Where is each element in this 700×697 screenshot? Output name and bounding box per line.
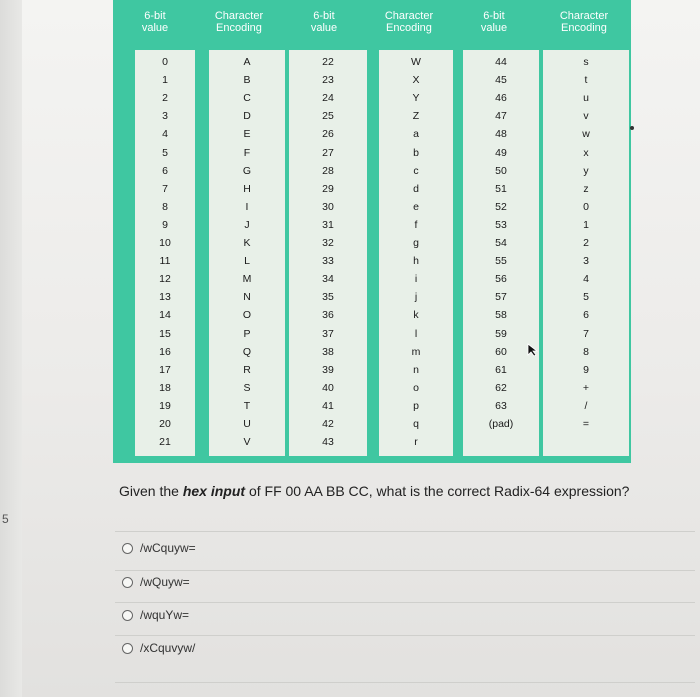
- table-cell: V: [243, 436, 251, 449]
- column-header: Character Encoding: [559, 10, 609, 34]
- table-cell: 59: [495, 327, 507, 340]
- table-cell: 43: [322, 436, 334, 449]
- table-cell: 18: [159, 381, 171, 394]
- question-text: Given the hex input of FF 00 AA BB CC, what is the correct Radix-64 expression?: [119, 483, 630, 499]
- option-3[interactable]: [122, 608, 189, 622]
- table-cell: T: [243, 399, 251, 412]
- table-cell: 29: [322, 182, 334, 195]
- table-cell: 51: [495, 182, 507, 195]
- table-cell: b: [413, 146, 419, 159]
- table-cell: 23: [322, 74, 334, 87]
- table-cell: X: [412, 74, 420, 87]
- table-cell: 19: [159, 399, 171, 412]
- table-cell: B: [243, 74, 251, 87]
- table-cell: v: [583, 110, 589, 123]
- table-cell: 36: [322, 309, 334, 322]
- table-cell: 4: [162, 128, 168, 141]
- table-cell: 63: [495, 399, 507, 412]
- table-cell: x: [583, 146, 589, 159]
- table-cell: 61: [495, 363, 507, 376]
- table-cell: 33: [322, 255, 334, 268]
- table-cell: L: [244, 255, 250, 268]
- table-cell: i: [414, 273, 418, 286]
- table-cell: a: [413, 128, 419, 141]
- table-cell: 52: [495, 200, 507, 213]
- table-cell: e: [413, 200, 419, 213]
- table-cell: k: [413, 309, 419, 322]
- table-cell: y: [583, 164, 589, 177]
- table-cell: C: [243, 92, 251, 105]
- table-cell: /: [584, 399, 588, 412]
- table-cell: z: [583, 182, 589, 195]
- table-cell: =: [582, 418, 590, 430]
- option-label: /xCquvyw/: [140, 641, 196, 655]
- table-cell: 15: [159, 327, 171, 340]
- table-cell: 7: [583, 327, 589, 340]
- table-cell: 6: [162, 164, 168, 177]
- table-cell: 17: [159, 363, 171, 376]
- table-cell: S: [243, 381, 251, 394]
- table-cell: K: [243, 237, 251, 249]
- table-cell: 42: [322, 418, 334, 430]
- table-cell: P: [243, 327, 251, 340]
- table-cell: +: [582, 381, 590, 394]
- table-cell: 9: [162, 218, 168, 231]
- table-cell: 5: [583, 291, 589, 304]
- table-cell: 39: [322, 363, 334, 376]
- option-2[interactable]: [122, 575, 190, 589]
- column-header: Character Encoding: [214, 10, 264, 34]
- table-cell: 30: [322, 200, 334, 213]
- table-cell: 31: [322, 218, 334, 231]
- left-edge: [0, 0, 22, 697]
- table-cell: 2: [162, 92, 168, 105]
- table-cell: 14: [159, 309, 171, 322]
- table-cell: U: [243, 418, 251, 430]
- table-cell: g: [413, 237, 419, 249]
- table-cell: 1: [162, 74, 168, 87]
- table-cell: d: [413, 182, 419, 195]
- table-cell: 49: [495, 146, 507, 159]
- table-cell: 47: [495, 110, 507, 123]
- table-cell: r: [414, 436, 418, 449]
- table-cell: 28: [322, 164, 334, 177]
- table-cell: 26: [322, 128, 334, 141]
- table-cell: Q: [242, 345, 252, 358]
- table-cell: w: [582, 128, 590, 141]
- table-cell: 27: [322, 146, 334, 159]
- column-header: 6-bit value: [480, 10, 508, 34]
- radio-icon[interactable]: [122, 643, 133, 654]
- table-cell: t: [584, 74, 588, 87]
- edge-mark: 5: [2, 512, 9, 526]
- table-cell: H: [243, 182, 251, 195]
- table-cell: 46: [495, 92, 507, 105]
- divider: [115, 531, 695, 532]
- table-cell: D: [243, 110, 251, 123]
- option-4[interactable]: [122, 641, 195, 655]
- table-cell: c: [413, 164, 419, 177]
- table-cell: 56: [495, 273, 507, 286]
- radio-icon[interactable]: [122, 577, 133, 588]
- table-cell: I: [245, 200, 249, 213]
- table-cell: 0: [162, 56, 168, 68]
- table-cell: 62: [495, 381, 507, 394]
- table-cell: 3: [162, 110, 168, 123]
- table-cell: 1: [583, 218, 589, 231]
- table-cell: 40: [322, 381, 334, 394]
- table-cell: 12: [159, 273, 171, 286]
- table-cell: N: [243, 291, 251, 304]
- option-1[interactable]: [122, 541, 196, 555]
- table-cell: 60: [495, 345, 507, 358]
- option-label: /wCquyw=: [140, 541, 196, 555]
- column-header: 6-bit value: [141, 10, 169, 34]
- table-cell: 21: [159, 436, 171, 449]
- table-cell: Y: [412, 92, 420, 105]
- table-cell: q: [413, 418, 419, 430]
- radio-icon[interactable]: [122, 543, 133, 554]
- option-label: /wQuyw=: [140, 575, 190, 589]
- table-cell: 13: [159, 291, 171, 304]
- divider: [115, 682, 695, 683]
- divider: [115, 602, 695, 603]
- table-cell: m: [411, 345, 421, 358]
- table-cell: 16: [159, 345, 171, 358]
- table-cell: 3: [583, 255, 589, 268]
- table-cell: 55: [495, 255, 507, 268]
- table-cell: h: [413, 255, 419, 268]
- table-cell: o: [413, 381, 419, 394]
- table-cell: 38: [322, 345, 334, 358]
- table-cell: 50: [495, 164, 507, 177]
- table-cell: 48: [495, 128, 507, 141]
- table-cell: 0: [583, 200, 589, 213]
- table-cell: 7: [162, 182, 168, 195]
- table-cell: (pad): [488, 418, 514, 430]
- table-cell: G: [242, 164, 252, 177]
- table-cell: 8: [162, 200, 168, 213]
- table-cell: 37: [322, 327, 334, 340]
- table-cell: 4: [583, 273, 589, 286]
- stray-dot: [630, 126, 634, 130]
- table-cell: 2: [583, 237, 589, 249]
- table-cell: l: [414, 327, 418, 340]
- table-cell: n: [413, 363, 419, 376]
- radio-icon[interactable]: [122, 610, 133, 621]
- table-cell: 6: [583, 309, 589, 322]
- table-cell: u: [583, 92, 589, 105]
- table-cell: s: [583, 56, 589, 68]
- table-cell: 45: [495, 74, 507, 87]
- table-cell: 20: [159, 418, 171, 430]
- table-cell: 10: [159, 237, 171, 249]
- radix64-table: [113, 0, 631, 463]
- table-cell: p: [413, 399, 419, 412]
- table-cell: E: [243, 128, 251, 141]
- table-cell: 44: [495, 56, 507, 68]
- cursor-icon: [527, 343, 539, 357]
- table-cell: f: [414, 218, 418, 231]
- table-cell: F: [243, 146, 251, 159]
- table-cell: 24: [322, 92, 334, 105]
- table-cell: O: [242, 309, 252, 322]
- table-cell: W: [411, 56, 421, 68]
- table-cell: 9: [583, 363, 589, 376]
- divider: [115, 570, 695, 571]
- table-cell: M: [242, 273, 252, 286]
- table-cell: 5: [162, 146, 168, 159]
- table-cell: 53: [495, 218, 507, 231]
- table-cell: J: [244, 218, 250, 231]
- table-cell: 32: [322, 237, 334, 249]
- table-cell: 8: [583, 345, 589, 358]
- column-header: Character Encoding: [384, 10, 434, 34]
- table-cell: 54: [495, 237, 507, 249]
- table-cell: 41: [322, 399, 334, 412]
- table-cell: 35: [322, 291, 334, 304]
- divider: [115, 635, 695, 636]
- table-cell: 58: [495, 309, 507, 322]
- table-cell: j: [414, 291, 418, 304]
- table-cell: R: [243, 363, 251, 376]
- column-header: 6-bit value: [310, 10, 338, 34]
- table-cell: 34: [322, 273, 334, 286]
- table-cell: A: [243, 56, 251, 68]
- table-cell: 25: [322, 110, 334, 123]
- table-cell: 11: [159, 255, 171, 268]
- table-cell: 57: [495, 291, 507, 304]
- question-emphasis: hex input: [182, 483, 246, 499]
- option-label: /wquYw=: [140, 608, 190, 622]
- table-cell: Z: [412, 110, 420, 123]
- table-cell: 22: [322, 56, 334, 68]
